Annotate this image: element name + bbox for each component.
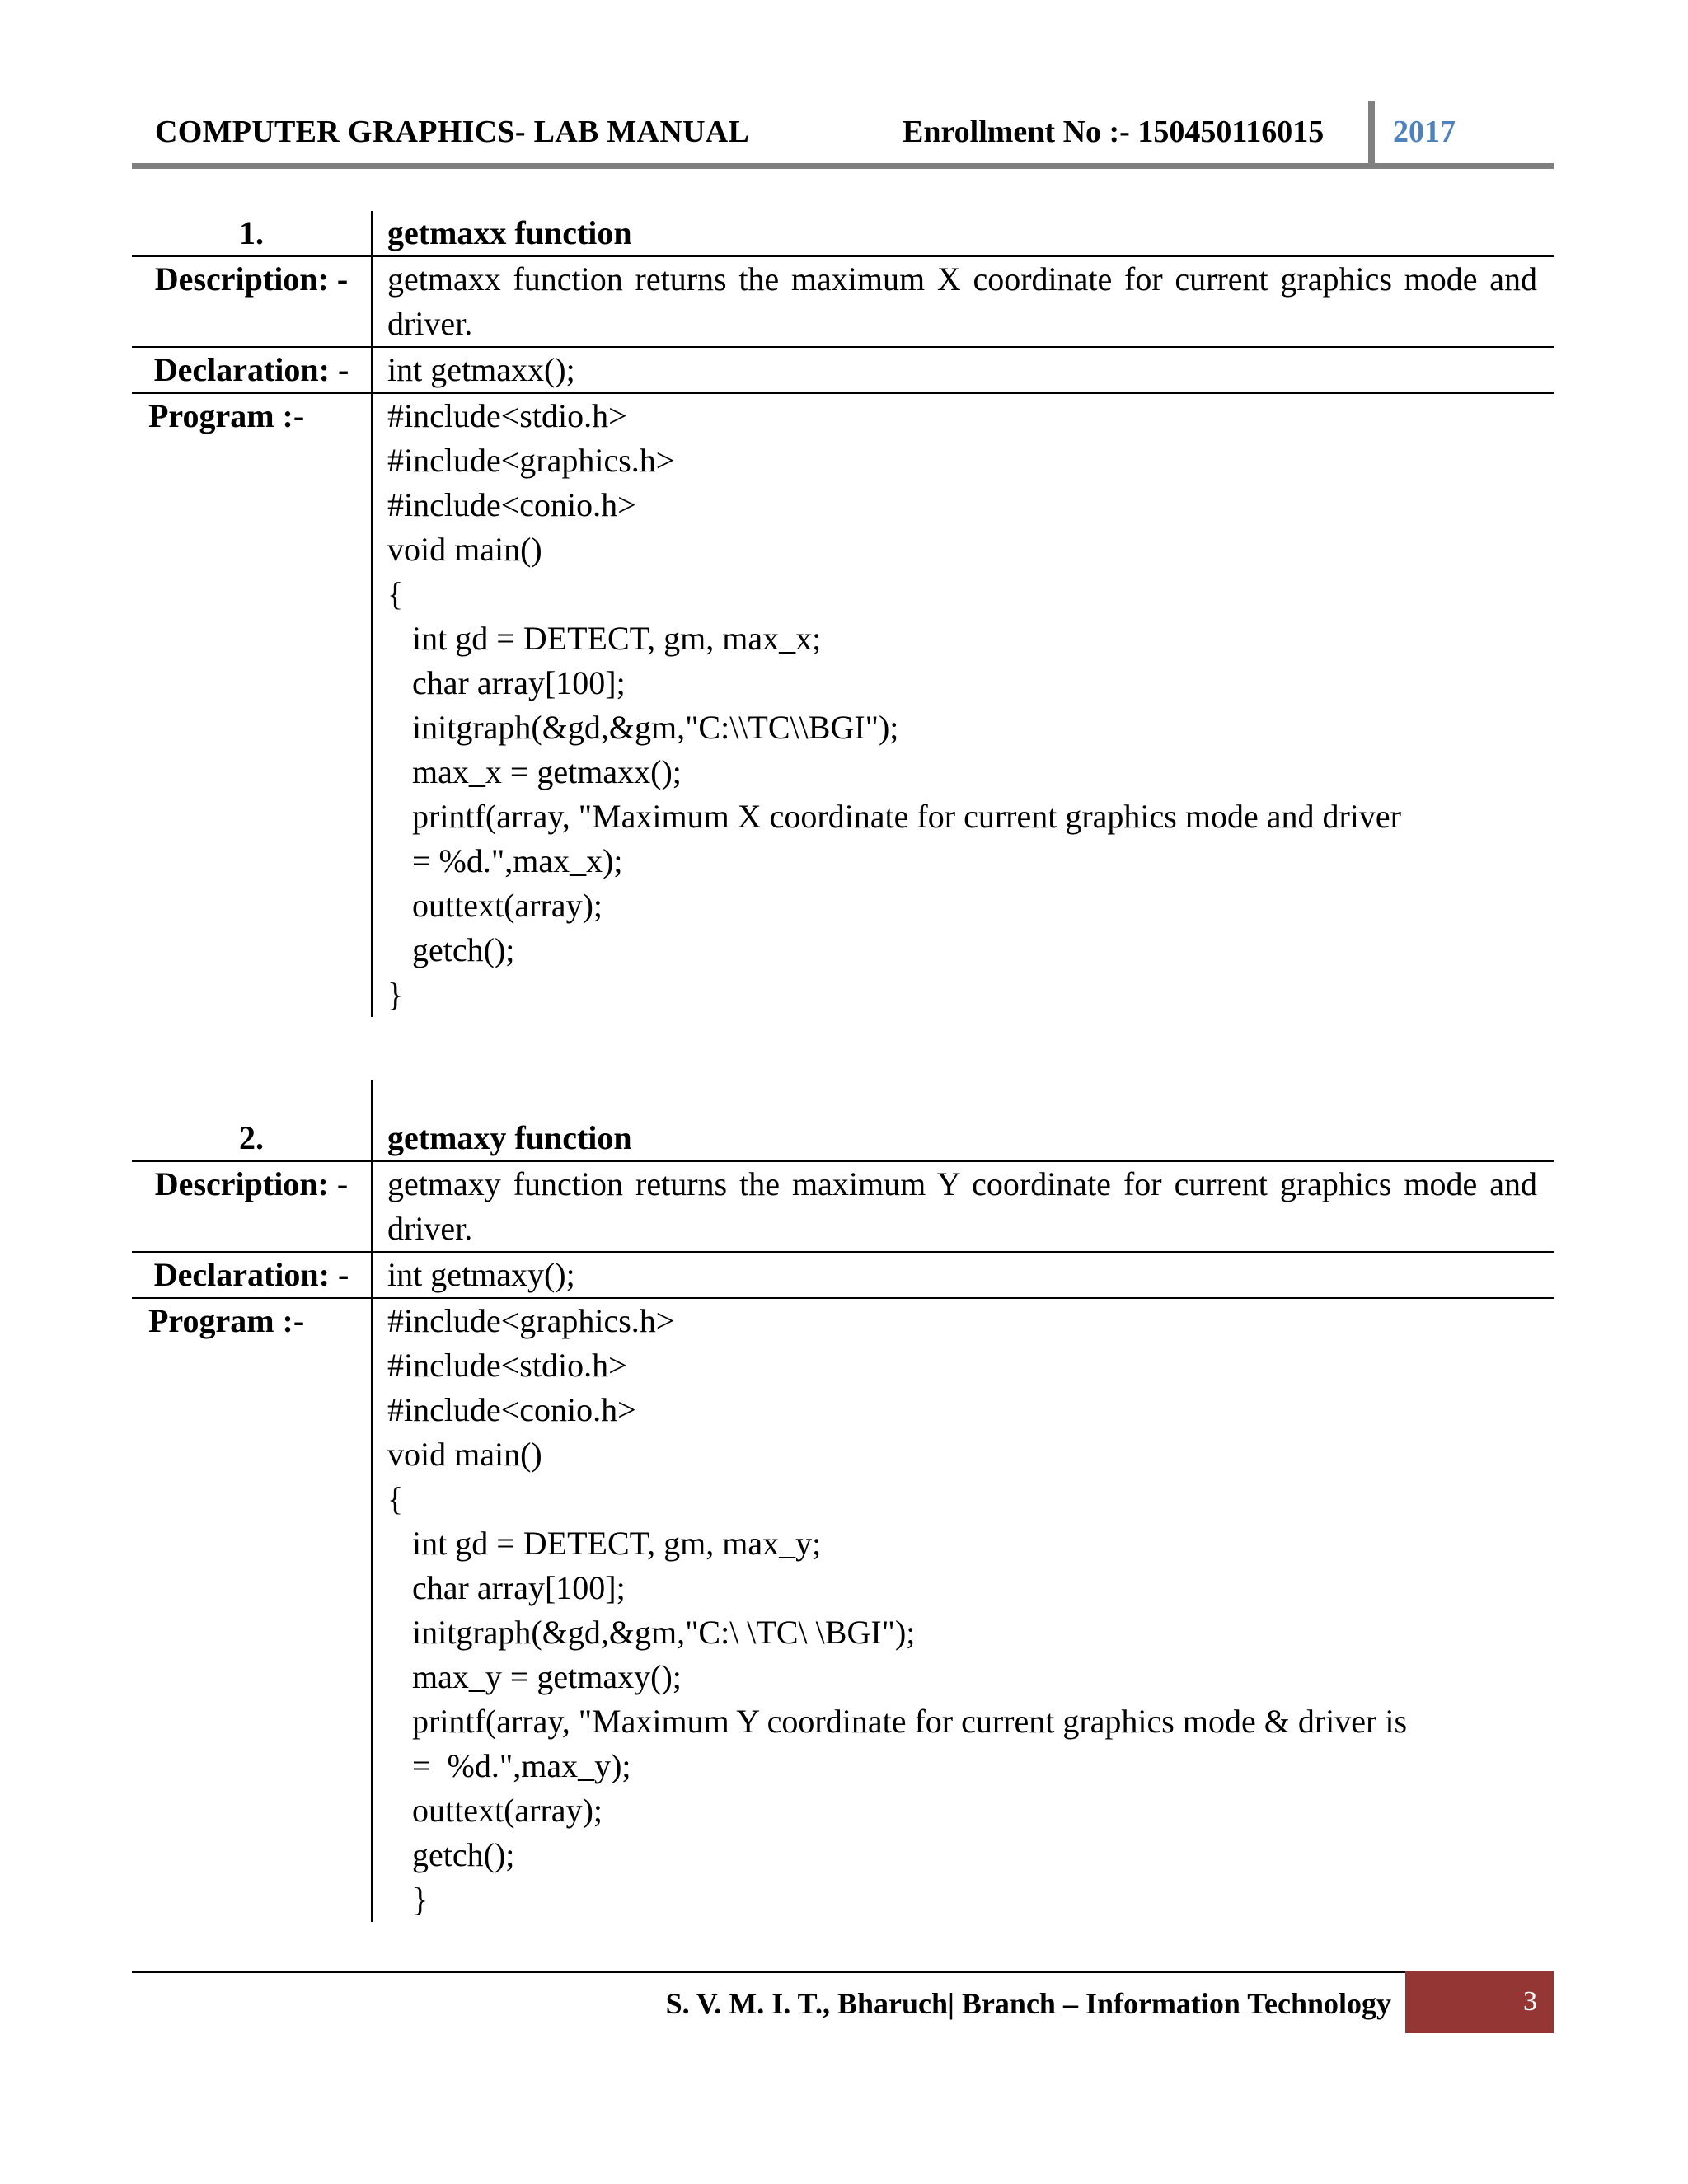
manual-title: COMPUTER GRAPHICS- LAB MANUAL <box>155 115 750 149</box>
section-heading-row <box>132 211 1554 256</box>
program-code <box>372 393 1554 1017</box>
section-heading-row <box>132 1080 1554 1161</box>
program-label: Program :- <box>132 393 372 1017</box>
code-line: } <box>412 1881 429 1918</box>
description-row <box>132 256 1554 347</box>
declaration-text: int getmaxy(); <box>372 1252 1554 1298</box>
declaration-row <box>132 1252 1554 1298</box>
header-year: 2017 <box>1393 115 1456 149</box>
code-line: initgraph(&gd,&gm,"C:\ \TC\ \BGI"); <box>412 1614 916 1651</box>
code-line: char array[100]; <box>412 1569 626 1606</box>
code-line: outtext(array); <box>412 887 603 924</box>
code-line: max_y = getmaxy(); <box>412 1658 682 1695</box>
page-header <box>132 105 1554 166</box>
code-line: = %d.",max_y); <box>412 1747 631 1784</box>
code-line: getch(); <box>412 1836 515 1873</box>
declaration-label: Declaration: - <box>132 1252 372 1298</box>
description-row <box>132 1161 1554 1252</box>
description-text: getmaxx function returns the maximum X coordinate for current graphics mode and driver. <box>372 256 1554 347</box>
function-table-getmaxx <box>132 211 1554 1017</box>
function-heading: getmaxx function <box>372 211 1554 256</box>
code-line: } <box>387 976 404 1013</box>
code-line: void main() <box>387 1436 542 1473</box>
description-label: Description: - <box>132 1161 372 1252</box>
function-table-getmaxy <box>132 1080 1554 1922</box>
code-line: printf(array, "Maximum X coordinate for current graphics mode and driver <box>412 798 1401 835</box>
program-label: Program :- <box>132 1298 372 1922</box>
enrollment-number: Enrollment No :- 150450116015 <box>903 115 1325 149</box>
declaration-row <box>132 347 1554 393</box>
footer-rule <box>132 1971 1405 1973</box>
code-line: #include<stdio.h> <box>387 1347 627 1384</box>
program-row <box>132 393 1554 1017</box>
code-line: initgraph(&gd,&gm,"C:\\TC\\BGI"); <box>412 709 899 746</box>
function-heading: getmaxy function <box>372 1080 1554 1161</box>
code-line: printf(array, "Maximum Y coordinate for current graphics mode & driver is <box>412 1703 1408 1740</box>
declaration-text: int getmaxx(); <box>372 347 1554 393</box>
section-number: 2. <box>132 1080 372 1161</box>
description-label: Description: - <box>132 256 372 347</box>
code-line: void main() <box>387 531 542 568</box>
code-line: #include<stdio.h> <box>387 397 627 434</box>
code-line: #include<conio.h> <box>387 486 636 523</box>
header-rule <box>132 163 1554 169</box>
code-line: max_x = getmaxx(); <box>412 753 682 790</box>
code-line: #include<graphics.h> <box>387 442 675 479</box>
program-row <box>132 1298 1554 1922</box>
page-number: 3 <box>1523 1986 1537 2017</box>
code-line: { <box>387 1480 404 1517</box>
code-line: outtext(array); <box>412 1792 603 1829</box>
program-code <box>372 1298 1554 1922</box>
code-line: int gd = DETECT, gm, max_y; <box>412 1525 822 1562</box>
page-number-box <box>1405 1971 1554 2033</box>
code-line: { <box>387 575 404 612</box>
code-line: char array[100]; <box>412 664 626 701</box>
footer-institute: S. V. M. I. T., Bharuch| Branch – Information Technology <box>665 1987 1391 2020</box>
description-text: getmaxy function returns the maximum Y coordinate for current graphics mode and driver. <box>372 1161 1554 1252</box>
code-line: #include<conio.h> <box>387 1391 636 1428</box>
code-line: int gd = DETECT, gm, max_x; <box>412 620 822 657</box>
code-line: getch(); <box>412 931 515 968</box>
header-divider <box>1368 101 1375 166</box>
code-line: #include<graphics.h> <box>387 1302 675 1339</box>
declaration-label: Declaration: - <box>132 347 372 393</box>
section-number: 1. <box>132 211 372 256</box>
code-line: = %d.",max_x); <box>412 842 623 879</box>
